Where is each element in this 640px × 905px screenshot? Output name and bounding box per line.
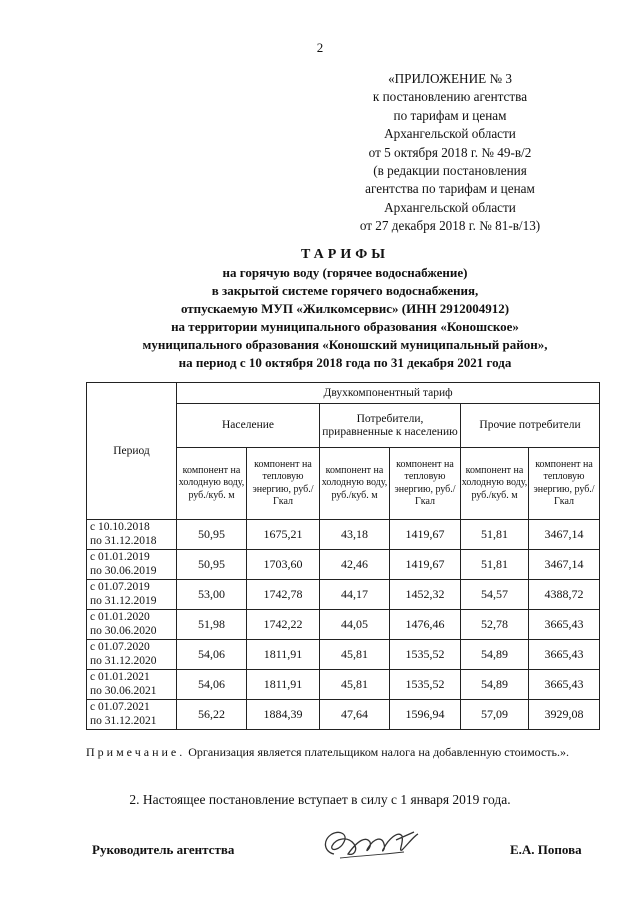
period-from: с 01.01.2021: [90, 671, 150, 683]
value-cell: 54,57: [461, 580, 529, 610]
value-cell: 50,95: [177, 520, 247, 550]
appendix-line: агентства по тарифам и ценам: [365, 181, 535, 197]
title-line: отпускаемую МУП «Жилкомсервис» (ИНН 2912004912): [180, 301, 510, 316]
appendix-line: (в редакции постановления: [373, 163, 527, 179]
period-cell: [87, 640, 177, 670]
value-cell: 1535,52: [390, 640, 461, 670]
period-from: с 01.01.2019: [90, 551, 150, 563]
period-cell: [87, 580, 177, 610]
value-cell: 1811,91: [247, 670, 320, 700]
period-from: с 01.07.2020: [90, 641, 150, 653]
title-main: ТАРИФЫ: [301, 247, 389, 262]
value-cell: 51,81: [461, 520, 529, 550]
value-cell: 3467,14: [529, 520, 600, 550]
appendix-line: от 27 декабря 2018 г. № 81-в/13): [359, 218, 541, 234]
value-cell: 44,05: [320, 610, 390, 640]
table-row: [87, 640, 600, 670]
title-line: на период с 10 октября 2018 года по 31 декабря 2021 года: [178, 355, 512, 370]
period-to: по 31.12.2020: [90, 654, 157, 667]
group-other: Прочие потребители: [461, 404, 600, 448]
value-cell: 51,81: [461, 550, 529, 580]
period-cell: [87, 670, 177, 700]
appendix-line: от 5 октября 2018 г. № 49-в/2: [368, 144, 532, 160]
value-cell: 45,81: [320, 670, 390, 700]
period-to: по 31.12.2021: [90, 714, 157, 727]
group-population: Население: [177, 404, 320, 448]
value-cell: 47,64: [320, 700, 390, 730]
component-water-header: компонент на холодную воду, руб./куб. м: [461, 448, 529, 520]
group-header: Двухкомпонентный тариф: [177, 383, 600, 404]
value-cell: 1419,67: [390, 520, 461, 550]
table-row: [87, 610, 600, 640]
value-cell: 1535,52: [390, 670, 461, 700]
value-cell: 3665,43: [529, 670, 600, 700]
value-cell: 51,98: [177, 610, 247, 640]
value-cell: 1596,94: [390, 700, 461, 730]
tariff-table: [86, 382, 600, 730]
value-cell: 53,00: [177, 580, 247, 610]
value-cell: 3665,43: [529, 640, 600, 670]
value-cell: 4388,72: [529, 580, 600, 610]
period-from: с 10.10.2018: [90, 521, 150, 533]
value-cell: 3929,08: [529, 700, 600, 730]
handwritten-signature: [318, 822, 428, 868]
title-line: на горячую воду (горячее водоснабжение): [222, 265, 468, 280]
value-cell: 54,06: [177, 640, 247, 670]
value-cell: 54,06: [177, 670, 247, 700]
period-from: с 01.07.2021: [90, 701, 150, 713]
component-heat-header: компонент на тепловую энергию, руб./Гкал: [529, 448, 600, 520]
value-cell: 50,95: [177, 550, 247, 580]
value-cell: 1675,21: [247, 520, 320, 550]
period-cell: [87, 610, 177, 640]
component-water-header: компонент на холодную воду, руб./куб. м: [320, 448, 390, 520]
period-cell: [87, 550, 177, 580]
note-text: Организация является плательщиком налога на добавленную стоимость.».: [188, 745, 570, 759]
value-cell: 43,18: [320, 520, 390, 550]
period-to: по 31.12.2018: [90, 534, 157, 547]
title-line: муниципального образования «Коношский муниципальный район»,: [142, 337, 548, 352]
period-header: Период: [87, 383, 177, 520]
value-cell: 44,17: [320, 580, 390, 610]
table-row: [87, 520, 600, 550]
signatory-position: Руководитель агентства: [92, 842, 235, 857]
table-row: [87, 700, 600, 730]
component-heat-header: компонент на тепловую энергию, руб./Гкал: [390, 448, 461, 520]
value-cell: 3665,43: [529, 610, 600, 640]
appendix-line: Архангельской области: [384, 199, 516, 215]
value-cell: 1452,32: [390, 580, 461, 610]
appendix-line: «ПРИЛОЖЕНИЕ № 3: [388, 71, 512, 86]
value-cell: 1419,67: [390, 550, 461, 580]
period-to: по 31.12.2019: [90, 594, 157, 607]
value-cell: 1884,39: [247, 700, 320, 730]
component-water-header: компонент на холодную воду, руб./куб. м: [177, 448, 247, 520]
value-cell: 1742,78: [247, 580, 320, 610]
period-from: с 01.07.2019: [90, 581, 150, 593]
value-cell: 57,09: [461, 700, 529, 730]
period-cell: [87, 520, 177, 550]
period-cell: [87, 700, 177, 730]
period-to: по 30.06.2020: [90, 624, 157, 637]
component-heat-header: компонент на тепловую энергию, руб./Гкал: [247, 448, 320, 520]
period-from: с 01.01.2020: [90, 611, 150, 623]
value-cell: 42,46: [320, 550, 390, 580]
value-cell: 45,81: [320, 640, 390, 670]
value-cell: 54,89: [461, 640, 529, 670]
value-cell: 3467,14: [529, 550, 600, 580]
value-cell: 1476,46: [390, 610, 461, 640]
value-cell: 56,22: [177, 700, 247, 730]
table-row: [87, 580, 600, 610]
appendix-line: Архангельской области: [384, 126, 516, 142]
period-to: по 30.06.2021: [90, 684, 157, 697]
value-cell: 1811,91: [247, 640, 320, 670]
clause-2: 2. Настоящее постановление вступает в силу с 1 января 2019 года.: [129, 792, 511, 807]
value-cell: 54,89: [461, 670, 529, 700]
value-cell: 1742,22: [247, 610, 320, 640]
period-to: по 30.06.2019: [90, 564, 157, 577]
value-cell: 1703,60: [247, 550, 320, 580]
appendix-line: к постановлению агентства: [372, 89, 528, 105]
value-cell: 52,78: [461, 610, 529, 640]
note: [86, 744, 602, 760]
table-row: [87, 550, 600, 580]
table-row: [87, 670, 600, 700]
title-line: на территории муниципального образования «Коношское»: [171, 319, 519, 334]
group-equivalent: Потребители, приравненные к населению: [320, 404, 461, 448]
appendix-line: по тарифам и ценам: [393, 107, 507, 123]
document-title: [60, 246, 630, 372]
title-line: в закрытой системе горячего водоснабжения,: [211, 283, 479, 298]
appendix-block: [330, 70, 570, 236]
note-label: Примечание.: [86, 745, 186, 759]
signatory-name: Е.А. Попова: [510, 842, 582, 857]
page-number: 2: [316, 40, 324, 55]
